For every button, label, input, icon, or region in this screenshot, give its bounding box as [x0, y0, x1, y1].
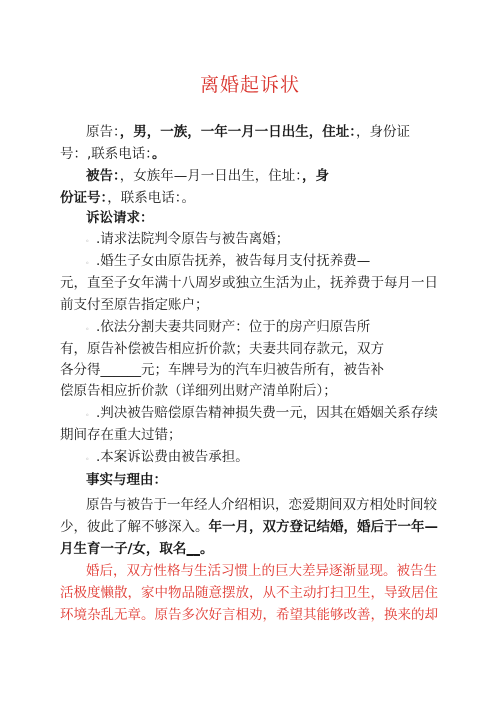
document-title: 离婚起诉状 [199, 74, 300, 96]
claim-item-2-text: .婚生子女由原告抚养，被告每月支付抚养费— [96, 253, 371, 269]
list-marker: 。 [86, 257, 93, 265]
facts-p2-line-1: 婚后，双方性格与生活习惯上的巨大差异逐渐显现。被告生 [86, 563, 437, 579]
claim-item-3-cont-1: 有，原告补偿被告相应折价款；夫妻共同存款元，双方 [60, 341, 384, 357]
claim-item-5-text: .本案诉讼费由被告承担。 [96, 449, 249, 465]
claim-item-3-text: .依法分割夫妻共同财产：位于的房产归原告所 [96, 319, 371, 335]
claim-item-1 [86, 229, 289, 249]
claim-item-4-cont: 期间存在重大过错； [60, 427, 182, 443]
blank-field: ______ [100, 362, 141, 378]
claim-item-3-car-text: 元；车牌号为的汽车归被告所有，被告补 [141, 362, 384, 378]
plaintiff-id-number-label: 号： [60, 146, 87, 162]
facts-heading: 事实与理由： [86, 472, 167, 488]
list-marker: 。 [86, 409, 93, 417]
defendant-info: ，女族年—月一日出生，住址： [119, 168, 302, 184]
claim-item-2-cont-2: 前支付至原告指定账户； [60, 297, 209, 313]
claims-heading: 诉讼请求： [86, 210, 154, 226]
list-marker: 。 [86, 323, 93, 331]
defendant-line-2 [60, 188, 195, 208]
facts-p1-line-2 [60, 517, 438, 537]
claim-item-3-cont-3: 偿原告相应折价款（详细列出财产清单附后）； [60, 383, 337, 399]
claim-item-3-cont-2 [60, 360, 384, 380]
claim-item-1-text: .请求法院判令原告与被告离婚； [96, 231, 290, 247]
facts-p1-child: 月生育一子/女，取名 [60, 541, 187, 557]
claim-item-3-share-label: 各分得 [60, 362, 101, 378]
plaintiff-line-1 [86, 122, 410, 142]
list-marker: 。 [86, 453, 93, 461]
facts-p2-line-3: 环境杂乱无章。原告多次好言相劝，希望其能够改善，换来的却 [60, 607, 438, 623]
blank-field: __ [186, 541, 200, 557]
facts-p1-line-1: 原告与被告于一年经人介绍相识，恋爱期间双方相处时间较 [86, 497, 437, 513]
plaintiff-label: 原告： [86, 124, 120, 140]
facts-p2-line-2: 活极度懒散，家中物品随意摆放，从不主动打扫卫生，导致居住 [60, 585, 438, 601]
facts-p1-marriage: 年一月，双方登记结婚，婚后于一年— [208, 519, 438, 535]
plaintiff-line-2 [60, 144, 166, 164]
plaintiff-phone-label: ,联系电话： [87, 146, 153, 162]
claim-item-5 [86, 447, 249, 467]
claim-item-2 [86, 251, 370, 271]
defendant-id-label-start: ，身 [302, 168, 329, 184]
defendant-phone-label: ，联系电话：。 [107, 190, 195, 206]
claim-item-2-cont-1: 元，直至子女年满十八周岁或独立生活为止，抚养费于每月一日 [60, 275, 438, 291]
defendant-id-label: 份证号： [60, 190, 108, 206]
claim-item-4-text: .判决被告赔偿原告精神损失费一元，因其在婚姻关系存续 [96, 405, 438, 421]
plaintiff-info: ，男，一族，一年一月一日出生，住址： [119, 124, 356, 140]
defendant-label: 被告： [86, 168, 120, 184]
list-marker: 。 [86, 235, 93, 243]
facts-p1-text: 少，彼此了解不够深入。 [60, 519, 209, 535]
facts-p1-line-3 [60, 539, 213, 559]
plaintiff-id-label: ，身份证 [356, 124, 410, 140]
claim-item-4 [86, 403, 438, 423]
plaintiff-end-mark: 。 [152, 146, 166, 162]
facts-p1-end: 。 [199, 541, 214, 557]
defendant-line-1 [86, 166, 329, 186]
claim-item-3 [86, 317, 370, 337]
